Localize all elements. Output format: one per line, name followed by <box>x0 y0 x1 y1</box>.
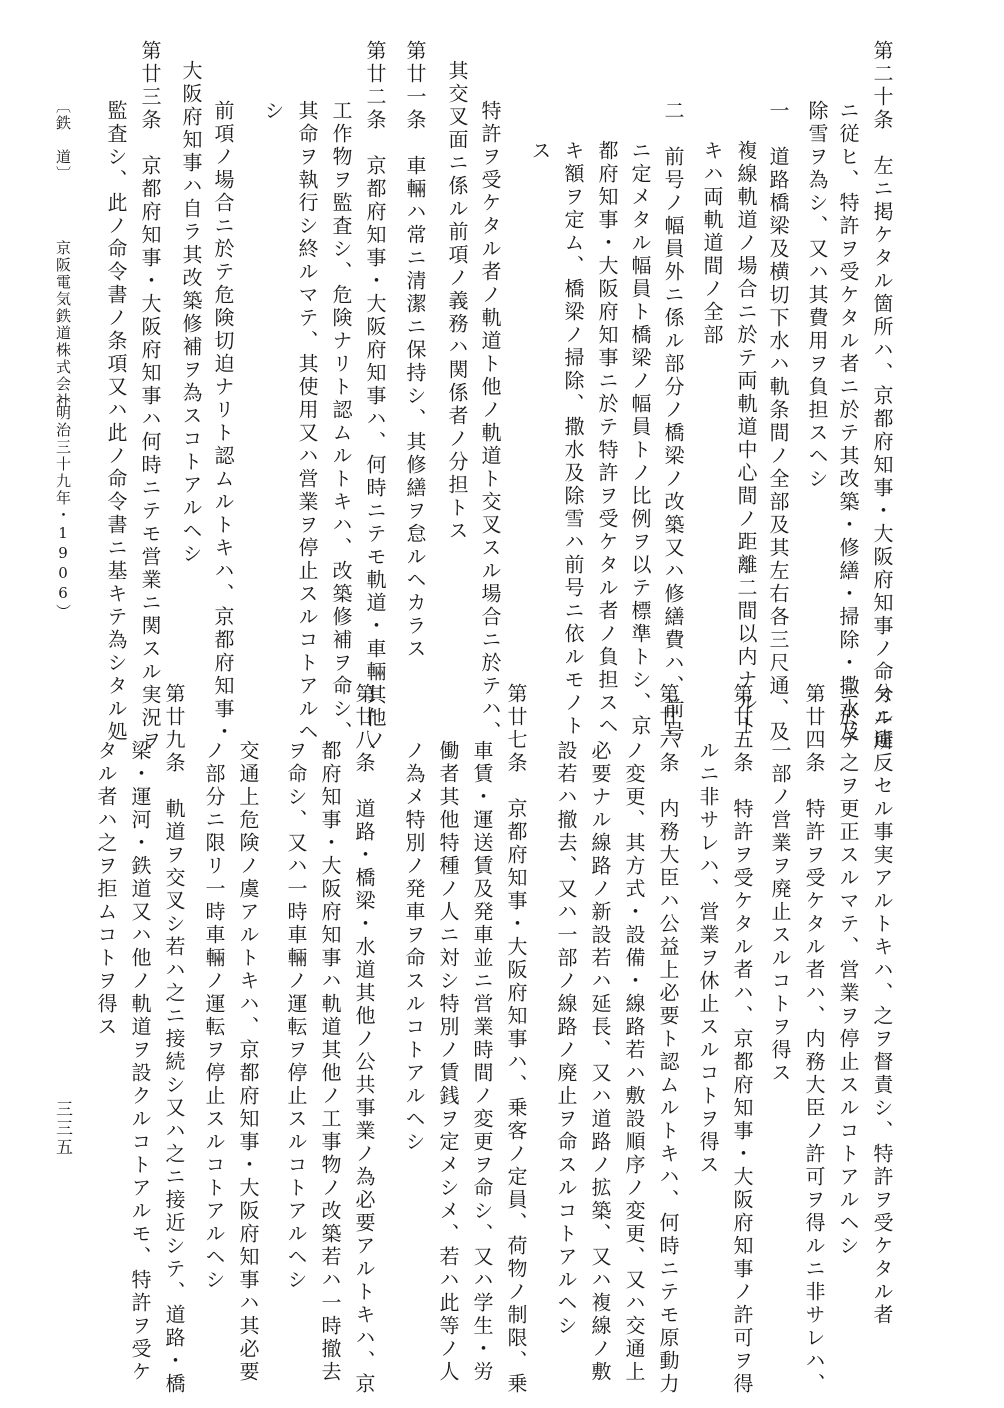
text-line: 第廿一条 車輛ハ常ニ清潔ニ保持シ、其修繕ヲ怠ルヘカラス <box>403 40 427 661</box>
text-line: 特許ヲ受ケタル者ノ軌道ト他ノ軌道ト交叉スル場合ニ於テハ、 <box>478 100 502 744</box>
text-line: ニ従ヒ、特許ヲ受ケタル者ニ於テ其改築・修繕・掃除・撒水及 <box>836 100 860 744</box>
text-line: 一 道路橋梁及横切下水ハ軌条間ノ全部及其左右各三尺通、及 <box>766 100 790 744</box>
footer-category: 〔鉄 道〕 <box>54 98 72 183</box>
text-line: ルニ非サレハ、営業ヲ休止スルコトヲ得ス <box>696 740 720 1177</box>
text-line: シ <box>261 100 285 123</box>
text-line: 其命ヲ執行シ終ルマテ、其使用又ハ営業ヲ停止スルコトアルヘ <box>295 100 319 744</box>
text-line: 都府知事・大阪府知事ハ軌道其他ノ工事物ノ改築若ハ一時撤去 <box>318 740 342 1384</box>
text-line: ノ為メ特別ノ発車ヲ命スルコトアルヘシ <box>402 740 426 1154</box>
text-line: 前項ノ場合ニ於テ危険切迫ナリト認ムルトキハ、京都府知事・ <box>211 100 235 744</box>
text-line: 交通上危険ノ虞アルトキハ、京都府知事・大阪府知事ハ其必要 <box>236 740 260 1384</box>
text-line: 第廿二条 京都府知事・大阪府知事ハ、何時ニテモ軌道・車輛其他ノ <box>363 40 387 753</box>
text-line: キ額ヲ定ム、橋梁ノ掃除、撒水及除雪ハ前号ニ依ルモノト <box>561 140 585 738</box>
text-line: 第廿九条 軌道ヲ交叉シ若ハ之ニ接続シ又ハ之ニ接近シテ、道路・橋 <box>162 683 186 1396</box>
text-line: ニ定メタル幅員ト橋梁ノ幅員トノ比例ヲ以テ標準トシ、京 <box>628 140 652 738</box>
text-line: 第廿四条 特許ヲ受ケタル者ハ、内務大臣ノ許可ヲ得ルニ非サレハ、 <box>802 683 826 1396</box>
text-line: 分ニ違反セル事実アルトキハ、之ヲ督責シ、特許ヲ受ケタル者 <box>870 683 894 1327</box>
text-line: ノ部分ニ限リ一時車輛ノ運転ヲ停止スルコトアルヘシ <box>202 740 226 1292</box>
text-line: 第廿六条 内務大臣ハ公益上必要ト認ムルトキハ、何時ニテモ原動力 <box>656 683 680 1396</box>
footer-date: （明治三十九年・1906） <box>54 388 72 621</box>
text-line: ノ変更、其方式・設備・線路若ハ敷設順序ノ変更、又ハ交通上 <box>622 740 646 1384</box>
text-line: 除雪ヲ為シ、又ハ其費用ヲ負担スヘシ <box>805 100 829 491</box>
text-line: 第廿五条 特許ヲ受ケタル者ハ、京都府知事・大阪府知事ノ許可ヲ得 <box>730 683 754 1396</box>
text-line: タル者ハ之ヲ拒ムコトヲ得ス <box>94 740 118 1039</box>
text-line: 二 前号ノ幅員外ニ係ル部分ノ橋梁ノ改築又ハ修繕費ハ、前号 <box>661 100 685 744</box>
text-line: 大阪府知事ハ自ラ其改築修補ヲ為スコトアルヘシ <box>179 60 203 566</box>
text-line: 工作物ヲ監査シ、危険ナリト認ムルトキハ、改築修補ヲ命シ、 <box>329 100 353 744</box>
text-line: 働者其他特種ノ人ニ対シ特別ノ賃銭ヲ定メシメ、若ハ此等ノ人 <box>436 740 460 1384</box>
text-line: ニ於テ之ヲ更正スルマテ、営業ヲ停止スルコトアルヘシ <box>836 683 860 1258</box>
text-line: 都府知事・大阪府知事ニ於テ特許ヲ受ケタル者ノ負担スヘ <box>595 140 619 738</box>
text-line: 複線軌道ノ場合ニ於テ両軌道中心間ノ距離二間以内ナルト <box>734 140 758 738</box>
text-line: 車賃・運送賃及発車並ニ営業時間ノ変更ヲ命シ、又ハ学生・労 <box>470 740 494 1384</box>
text-line: 第廿八条 道路・橋梁・水道其他ノ公共事業ノ為必要アルトキハ、京 <box>352 683 376 1396</box>
text-line: 其交叉面ニ係ル前項ノ義務ハ関係者ノ分担トス <box>445 60 469 543</box>
text-line: 監査シ、此ノ命令書ノ条項又ハ此ノ命令書ニ基キテ為シタル処 <box>104 100 128 744</box>
footer-source: 京阪電気鉄道株式会社 <box>54 240 72 410</box>
text-line: 設若ハ撤去、又ハ一部ノ線路ノ廃止ヲ命スルコトアルヘシ <box>554 740 578 1338</box>
text-line: ヲ命シ、又ハ一時車輛ノ運転ヲ停止スルコトアルヘシ <box>284 740 308 1292</box>
text-line: 一部ノ営業ヲ廃止スルコトヲ得ス <box>768 740 792 1085</box>
text-line: 第廿七条 京都府知事・大阪府知事ハ、乗客ノ定員、荷物ノ制限、乗 <box>504 683 528 1396</box>
text-line: 第二十条 左ニ掲ケタル箇所ハ、京都府知事・大阪府知事ノ命スル所 <box>870 40 894 753</box>
text-line: ス <box>528 140 552 163</box>
text-line: キハ両軌道間ノ全部 <box>700 140 724 347</box>
page-number: 三三五 <box>52 1100 72 1157</box>
text-line: 梁・運河・鉄道又ハ他ノ軌道ヲ設クルコトアルモ、特許ヲ受ケ <box>128 740 152 1384</box>
text-line: 必要ナル線路ノ新設若ハ延長、又ハ道路ノ拡築、又ハ複線ノ敷 <box>588 740 612 1384</box>
text-line: 第廿三条 京都府知事・大阪府知事ハ何時ニテモ営業ニ関スル実況ヲ <box>138 40 162 753</box>
